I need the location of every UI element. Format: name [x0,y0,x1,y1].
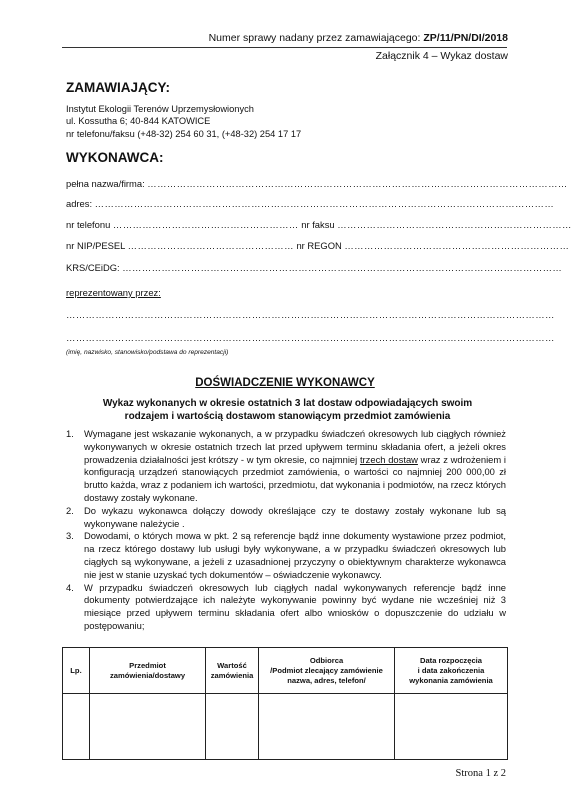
case-number-line [209,32,508,44]
table-row[interactable] [63,694,508,760]
full-name-field[interactable]: pełna nazwa/firma: ………………………………………………………………………………………………………………… [66,178,568,189]
attachment-label: Załącznik 4 – Wykaz dostaw [375,50,508,62]
address-label: adres: [66,198,93,209]
deliveries-table [62,647,508,760]
zamawiajacy-heading: ZAMAWIAJĄCY: [66,80,170,95]
regon-label: nr REGON [296,240,342,251]
cell-subject[interactable] [90,694,206,760]
full-name-label: pełna nazwa/firma: [66,178,145,189]
institute-name: Instytut Ekologii Terenów Uprzemysłowionych [66,104,254,114]
krs-label: KRS/CEiDG: [66,262,120,273]
col-value: Wartość zamówienia [206,648,259,694]
requirements-list [66,428,506,633]
page-number: Strona 1 z 2 [455,768,506,779]
representative-line-1[interactable]: …………………………………………………………………………………………………………………………………… [66,309,555,320]
header-divider [62,47,507,48]
list-item: 1. Wymagane jest wskazanie wykonanych, a w przypadku świadczeń okresowych lub ciągłych również wykonywanych w okresie ostatnich trzech lat przed upływem terminu składania ofert, a jeżeli okres prowadzenia działalności jest krótszy - w tym okresie, co najmniej trzech dostaw wraz z wdrożeniem i konfiguracją urządzeń stanowiących przedmiot zamówienia, o wartości co najmniej 200 000,00 zł brutto każda, wraz z podaniem ich wartości, przedmiotu, dat wykonania i podmiotów, na rzecz których dostawy zostały wykonane. [66,428,507,503]
phone-fax: nr telefonu/faksu (+48-32) 254 60 31, (+48-32) 254 17 17 [66,128,302,139]
case-number: ZP/11/PN/DI/2018 [423,32,508,44]
representation-note: (imię, nazwisko, stanowisko/podstawa do reprezentacji) [66,349,229,356]
fax-label: nr faksu [301,219,335,230]
phone-fax-field[interactable]: nr telefonu ………………………………………………… nr faksu ……………………………………………………………… [66,219,572,230]
zamawiajacy-address [66,103,301,140]
col-subject: Przedmiot zamówienia/dostawy [90,648,206,694]
represented-by-label: reprezentowany przez: [66,287,161,298]
address-field[interactable]: adres: …………………………………………………………………………………………………………………………… [66,198,555,209]
cell-value[interactable] [206,694,259,760]
cell-recipient[interactable] [259,694,395,760]
krs-field[interactable]: KRS/CEiDG: ……………………………………………………………………………………………………………………… [66,262,563,273]
case-number-label: Numer sprawy nadany przez zamawiającego: [208,32,424,44]
list-item: 2. Do wykazu wykonawca dołączy dowody określające czy te dostawy zostały wykonane lub są wykonywane należycie . [66,504,506,529]
col-dates: Data rozpoczęcia i data zakończenia wykonania zamówienia [395,648,508,694]
col-lp: Lp. [63,648,90,694]
table-header-row [63,648,508,694]
cell-dates[interactable] [395,694,508,760]
nip-regon-field[interactable]: nr NIP/PESEL …………………………………………… nr REGON …………………………………………………………… [66,240,570,251]
section-subtitle: Wykaz wykonanych w okresie ostatnich 3 lat dostaw odpowiadających swoim rodzajem i wartością dostawom stanowiącym przedmiot zamówienia [102,398,473,422]
list-item: 3. Dowodami, o których mowa w pkt. 2 są referencje bądź inne dokumenty wystawione przez podmiot, na rzecz którego dostawy lub usługi były wykonywane, a w przypadku świadczeń okresowych lub ciągłych są wykonywane, a jeżeli z uzasadnionej przyczyny o obiektywnym charakterze wykonawca nie jest w stanie uzyskać tych dokumentów – oświadczenie wykonawcy. [66,530,506,580]
street-address: ul. Kossutha 6; 40-844 KATOWICE [66,116,211,127]
section-title: DOŚWIADCZENIE WYKONAWCY [195,377,375,389]
col-recipient: Odbiorca /Podmiot zlecający zamówienie nazwa, adres, telefon/ [259,648,395,694]
list-item: 4. W przypadku świadczeń okresowych lub ciągłych nadal wykonywanych referencje bądź inne dokumenty potwierdzające ich należyte wykonywanie powinny być wydane nie wcześniej niż 3 miesiące przed upływem terminu składania ofert albo wniosków o dopuszczenie do udziału w postępowaniu; [66,581,506,631]
cell-lp[interactable] [63,694,90,760]
wykonawca-heading: WYKONAWCA: [66,150,164,165]
representative-line-2[interactable]: …………………………………………………………………………………………………………………………………… [66,332,555,343]
nip-label: nr NIP/PESEL [66,240,126,251]
phone-label: nr telefonu [66,219,111,230]
